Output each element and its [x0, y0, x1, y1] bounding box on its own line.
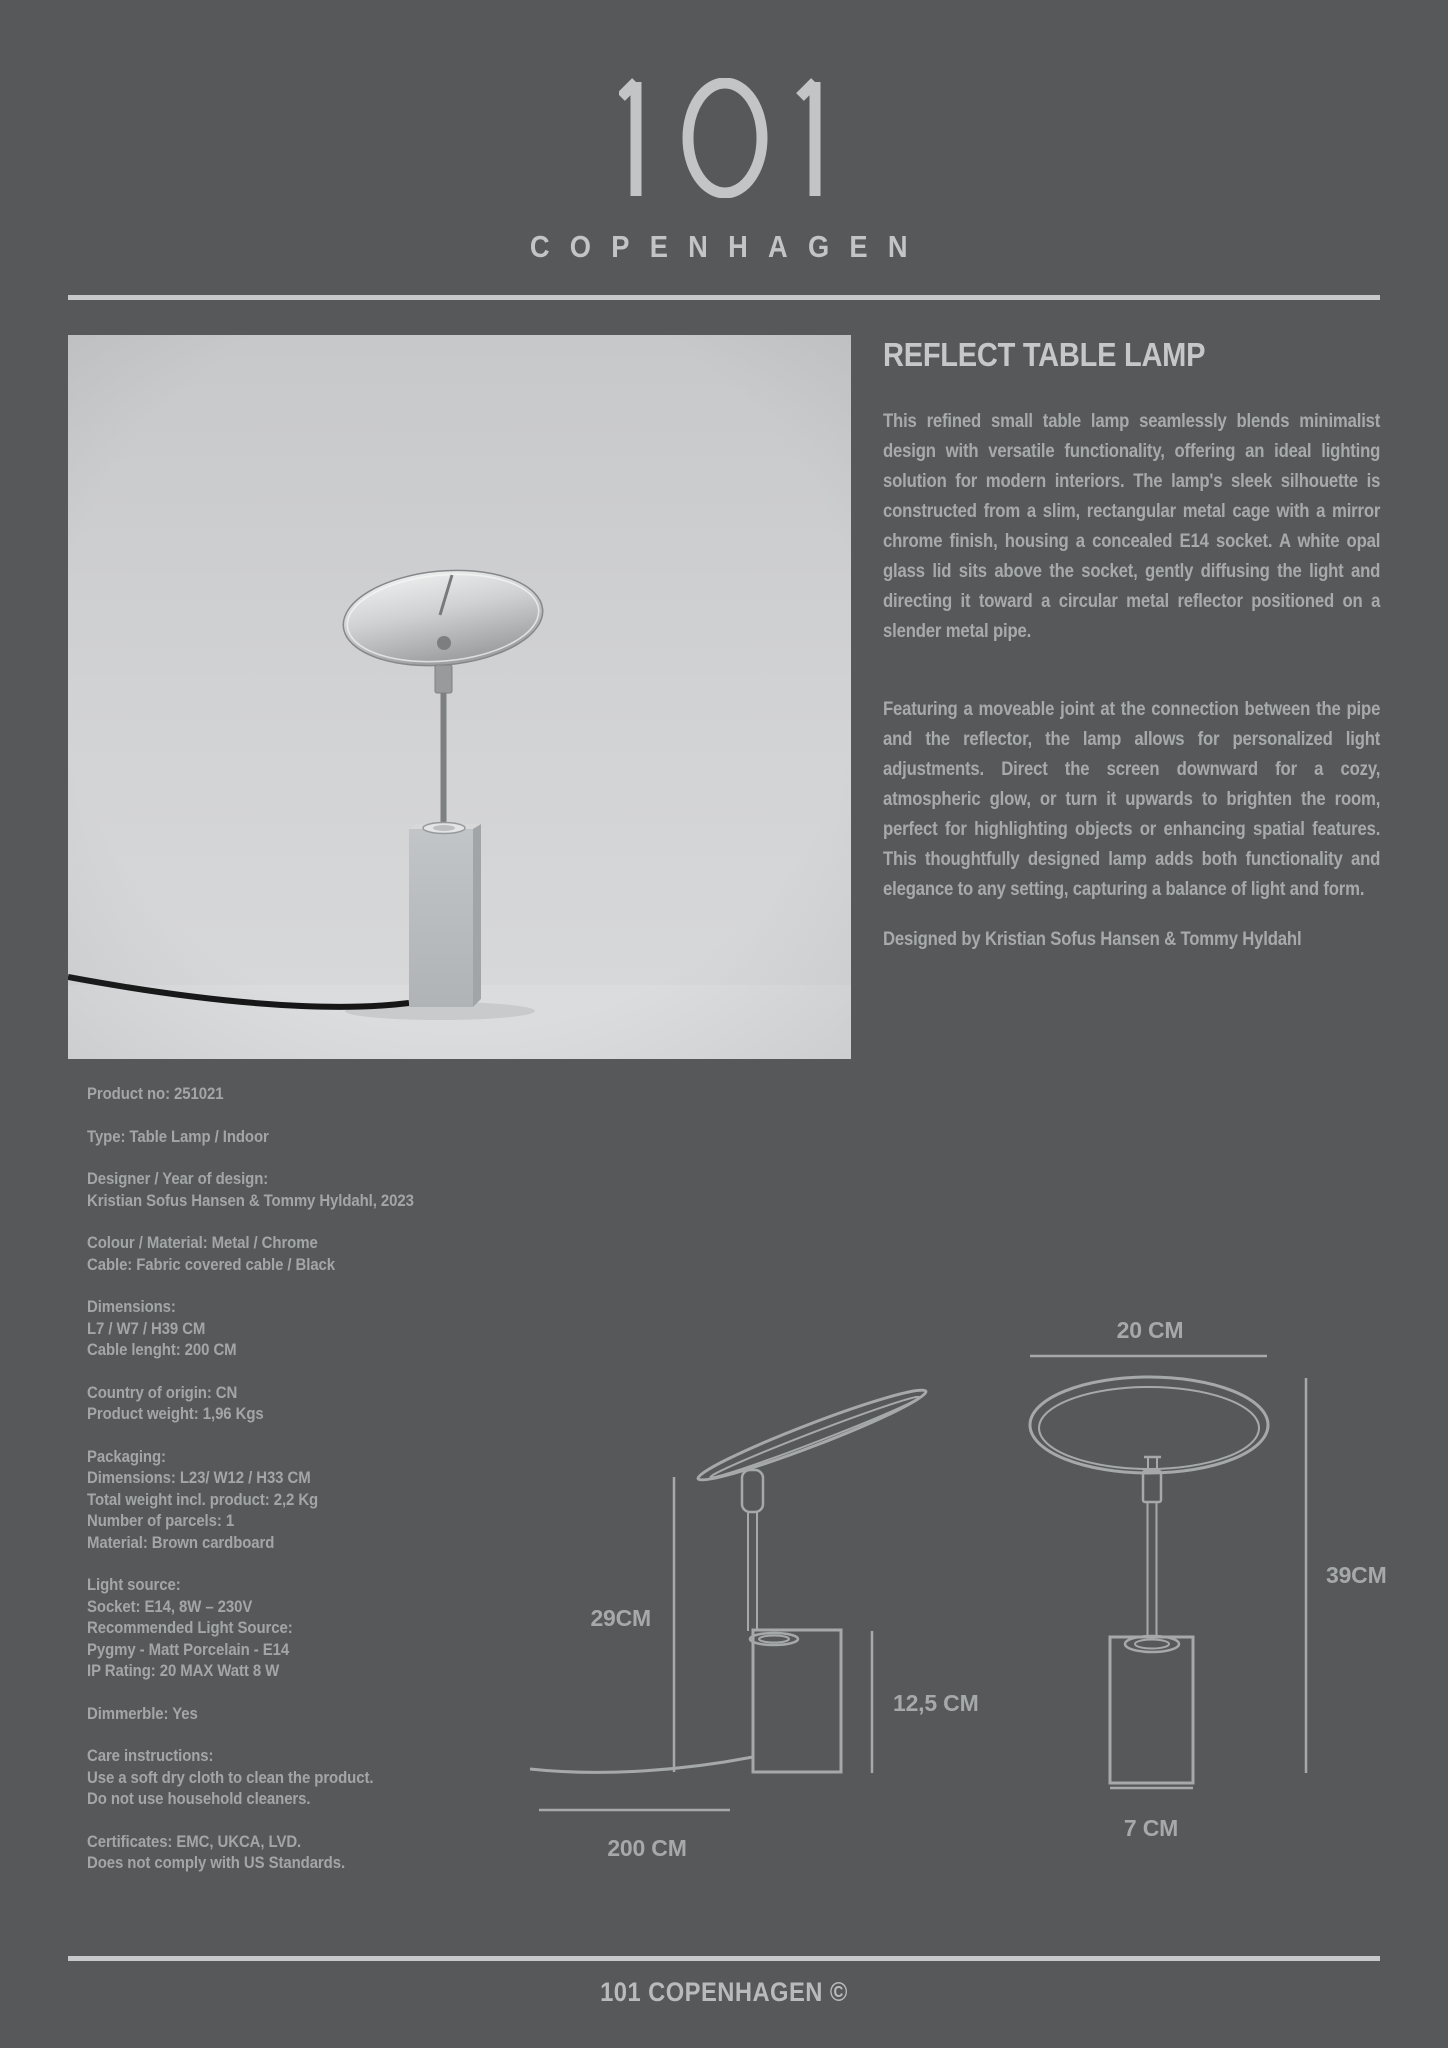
brand-wordmark: COPENHAGEN — [529, 229, 928, 264]
spec-line: Kristian Sofus Hansen & Tommy Hyldahl, 2023 — [87, 1190, 414, 1210]
spec-line: Cable: Fabric covered cable / Black — [87, 1254, 336, 1274]
spec-line: Do not use household cleaners. — [87, 1789, 311, 1808]
spec-line: Recommended Light Source: — [87, 1618, 293, 1637]
product-photo — [68, 335, 851, 1059]
header-divider — [68, 295, 1380, 300]
brand-logo — [619, 78, 829, 203]
drawing-front-view — [1030, 1377, 1268, 1783]
spec-line: Does not comply with US Standards. — [87, 1853, 346, 1872]
spec-line: Packaging: — [87, 1446, 166, 1466]
spec-line: IP Rating: 20 MAX Watt 8 W — [87, 1661, 280, 1680]
spec-group-type — [87, 1126, 545, 1148]
dim-label-20cm: 20 CM — [1116, 1317, 1184, 1343]
dim-label-200cm: 200 CM — [607, 1835, 687, 1861]
spec-line: Colour / Material: Metal / Chrome — [87, 1233, 318, 1252]
spec-group-designer — [87, 1168, 545, 1211]
description-column — [883, 337, 1380, 955]
designed-by-line: Designed by Kristian Sofus Hansen & Tommy Hyldahl — [883, 929, 1302, 950]
spec-line: Designer / Year of design: — [87, 1169, 269, 1188]
spec-line: Dimensions: L23/ W12 / H33 CM — [87, 1468, 311, 1487]
spec-line: Certificates: EMC, UKCA, LVD. — [87, 1831, 302, 1851]
spec-line: Dimmerble: Yes — [87, 1703, 198, 1723]
photo-vignette — [68, 335, 851, 1059]
footer-divider — [68, 1956, 1380, 1961]
spec-group-product-no — [87, 1083, 545, 1105]
dim-label-39cm: 39CM — [1326, 1562, 1387, 1588]
spec-group-material — [87, 1232, 545, 1275]
footer-copyright: 101 COPENHAGEN © — [600, 1977, 848, 2007]
dim-label-12-5cm: 12,5 CM — [893, 1690, 979, 1716]
description-paragraph-2: Featuring a moveable joint at the connection between the pipe and the reflector, the lamp allows for personalized light adjustments. Direct the screen downward for a cozy, atmospheric glow, or turn it upwards to brighten the room, perfect for highlighting objects or enhancing spatial features. This thoughtfully designed lamp adds both functionality and elegance to any setting, capturing a balance of light and form. — [883, 699, 1381, 900]
spec-line: Number of parcels: 1 — [87, 1511, 235, 1530]
product-title: REFLECT TABLE LAMP — [883, 336, 1206, 373]
logo-101-icon — [619, 78, 829, 198]
dim-label-29cm: 29CM — [590, 1605, 651, 1631]
spec-line: Type: Table Lamp / Indoor — [87, 1126, 269, 1146]
spec-line: Material: Brown cardboard — [87, 1532, 275, 1552]
spec-line: Country of origin: CN — [87, 1382, 238, 1402]
spec-line: L7 / W7 / H39 CM — [87, 1318, 206, 1338]
spec-line: Light source: — [87, 1575, 181, 1594]
spec-line: Product no: 251021 — [87, 1084, 224, 1103]
spec-line: Pygmy - Matt Porcelain - E14 — [87, 1639, 290, 1659]
drawing-side-view — [530, 1381, 930, 1772]
dimension-drawings — [380, 1300, 1420, 1880]
spec-line: Care instructions: — [87, 1746, 214, 1765]
spec-line: Socket: E14, 8W – 230V — [87, 1596, 253, 1616]
dimension-lines — [539, 1356, 1306, 1810]
description-paragraph-1: This refined small table lamp seamlessly blends minimalist design with versatile functionality, offering an ideal lighting solution for modern interiors. The lamp's sleek silhouette is constructed from a slim, rectangular metal cage with a mirror chrome finish, housing a concealed E14 socket. A white opal glass lid sits above the socket, gently diffusing the light and directing it toward a circular metal reflector positioned on a slender metal pipe. — [883, 411, 1381, 642]
spec-line: Dimensions: — [87, 1297, 176, 1316]
dim-label-7cm: 7 CM — [1123, 1815, 1179, 1841]
spec-line: Product weight: 1,96 Kgs — [87, 1404, 264, 1423]
spec-line: Use a soft dry cloth to clean the product. — [87, 1767, 374, 1787]
spec-line: Cable lenght: 200 CM — [87, 1340, 237, 1359]
spec-line: Total weight incl. product: 2,2 Kg — [87, 1489, 319, 1509]
drawing-cable — [530, 1757, 753, 1772]
